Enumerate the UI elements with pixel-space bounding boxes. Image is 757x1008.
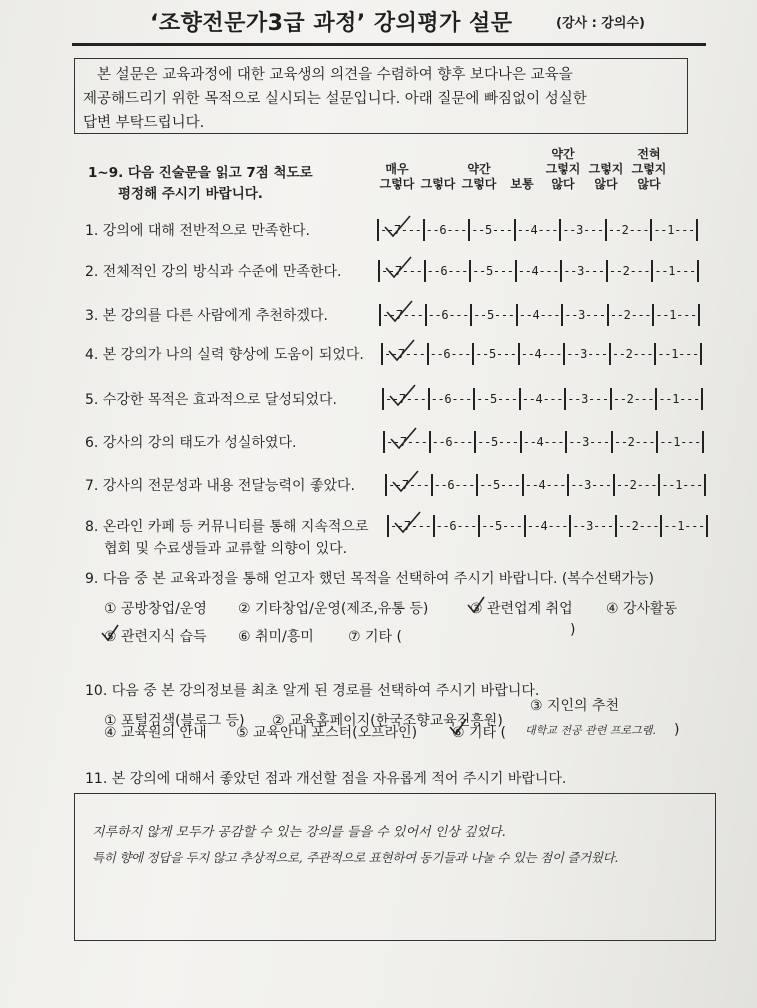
q9-option-3[interactable]: ③ 관련업계 취업 (470, 601, 573, 617)
check-mark-icon (384, 300, 416, 324)
rating-scale[interactable] (380, 343, 703, 365)
q9-question: 9. 다음 중 본 교육과정을 통해 얻고자 했던 목적을 선택하여 주시기 바랍니다. (복수선택가능) (85, 571, 654, 587)
q10-option-2[interactable]: ② 교육홈페이지(한국조향교육진흥원) (272, 713, 503, 729)
instructor-label: (강사 : 강의수) (556, 16, 645, 31)
comment-line-2: 특히 향에 정답을 두지 않고 추상적으로, 주관적으로 표현하여 동기들과 나눌 수 있는 점이 즐거웠다. (92, 850, 619, 865)
survey-title: ‘조향전문가3급 과정’ 강의평가 설문 (150, 11, 513, 36)
scale-point[interactable]: --4--- (522, 435, 565, 449)
rating-question: 3. 본 강의를 다른 사람에게 추천하겠다. (85, 308, 328, 324)
q10-option-1[interactable]: ① 포털검색(블로그 등) (104, 713, 245, 729)
rating-question: 7. 강사의 전문성과 내용 전달능력이 좋았다. (85, 478, 355, 494)
rating-scale[interactable] (376, 219, 699, 241)
scale-point[interactable]: --3--- (563, 264, 605, 278)
scale-point[interactable]: --7--- (390, 519, 432, 533)
title-divider (72, 43, 706, 46)
scale-point[interactable]: --5--- (472, 264, 514, 278)
rating-scale[interactable] (381, 388, 704, 410)
scale-point[interactable]: --2--- (611, 347, 654, 361)
scale-point[interactable]: --7--- (385, 392, 427, 406)
scale-point[interactable]: --1--- (654, 264, 696, 278)
scale-label: 약간 그렇지 않다 (545, 147, 581, 191)
scale-label: 보통 (510, 177, 534, 191)
scale-point[interactable]: --1--- (655, 308, 697, 322)
scale-point[interactable]: --7--- (382, 308, 424, 322)
scale-point[interactable]: --5--- (473, 308, 515, 322)
scale-point[interactable]: --2--- (608, 264, 651, 278)
q9-option-7[interactable]: ⑦ 기타 ( (348, 629, 402, 645)
scale-point[interactable]: --3--- (570, 478, 612, 492)
check-mark-icon (383, 256, 415, 280)
rating-instruction (88, 163, 313, 205)
scale-point[interactable]: --4--- (518, 308, 561, 322)
scale-point[interactable]: --1--- (659, 435, 701, 449)
scale-point[interactable]: --1--- (653, 223, 695, 237)
rating-question: 5. 수강한 목적은 효과적으로 달성되었다. (85, 392, 337, 408)
scale-point[interactable]: --6--- (433, 478, 476, 492)
scale-label: 매우 그렇다 (379, 162, 415, 191)
scale-point[interactable]: --3--- (564, 308, 606, 322)
comment-line-1: 지루하지 않게 모두가 공감할 수 있는 강의를 들을 수 있어서 인상 깊었다. (92, 825, 506, 840)
q9-option-7-close: ) (570, 622, 576, 638)
scale-point[interactable]: --7--- (381, 264, 423, 278)
intro-line-2: 제공해드리기 위한 목적으로 실시되는 설문입니다. 아래 질문에 빠짐없이 성실한 (83, 91, 587, 107)
scale-point[interactable]: --3--- (567, 392, 609, 406)
scale-point[interactable]: --2--- (615, 478, 658, 492)
scale-label: 약간 그렇다 (461, 162, 497, 191)
scale-point[interactable]: --3--- (566, 347, 608, 361)
scale-point[interactable]: --5--- (471, 223, 513, 237)
scale-point[interactable]: --5--- (481, 519, 523, 533)
q10-option-4[interactable]: ④ 교육원의 안내 (104, 725, 207, 741)
rating-question: 8. 온라인 카페 등 커뮤니티를 통해 지속적으로 (85, 519, 369, 535)
scale-point[interactable]: --3--- (568, 435, 610, 449)
rating-scale[interactable] (377, 260, 700, 282)
scale-point[interactable]: --4--- (526, 519, 569, 533)
scale-point[interactable]: --6--- (435, 519, 478, 533)
scale-point[interactable]: --6--- (427, 308, 470, 322)
scale-point[interactable]: --2--- (607, 223, 650, 237)
scale-point[interactable]: --2--- (617, 519, 660, 533)
check-mark-icon (100, 624, 120, 644)
scale-point[interactable]: --7--- (388, 478, 430, 492)
q10-other-text: 대학교 전공 관련 프로그램. (525, 724, 656, 737)
intro-line-3: 답변 부탁드립니다. (83, 115, 205, 131)
scale-point[interactable]: --6--- (425, 223, 468, 237)
scale-point[interactable]: --2--- (612, 392, 655, 406)
scale-label: 그렇지 않다 (588, 162, 624, 191)
scale-label: 그렇다 (420, 177, 456, 191)
scale-point[interactable]: --6--- (429, 347, 472, 361)
q9-option-5[interactable]: ⑤ 관련지식 습득 (104, 629, 207, 645)
scale-point[interactable]: --7--- (384, 347, 426, 361)
q9-option-4[interactable]: ④ 강사활동 (606, 601, 678, 617)
scale-label: 전혀 그렇지 않다 (631, 147, 667, 191)
check-mark-icon (392, 511, 424, 535)
scale-point[interactable]: --1--- (658, 392, 700, 406)
scale-point[interactable]: --6--- (431, 435, 474, 449)
rating-scale[interactable] (386, 515, 709, 537)
scale-point[interactable]: --1--- (663, 519, 705, 533)
scale-point[interactable]: --7--- (386, 435, 428, 449)
scale-point[interactable]: --5--- (476, 392, 518, 406)
scale-point[interactable]: --2--- (613, 435, 656, 449)
intro-box (74, 58, 688, 134)
check-mark-icon (387, 384, 419, 408)
rating-scale[interactable] (382, 431, 705, 453)
scale-point[interactable]: --6--- (430, 392, 473, 406)
scale-point[interactable]: --1--- (661, 478, 703, 492)
rating-instruction-line-2: 평정해 주시기 바랍니다. (118, 186, 263, 202)
q9-option-1[interactable]: ① 공방창업/운영 (104, 601, 207, 617)
check-mark-icon (388, 427, 420, 451)
q9-option-6[interactable]: ⑥ 취미/흥미 (238, 629, 314, 645)
scale-point[interactable]: --3--- (562, 223, 604, 237)
scale-point[interactable]: --5--- (479, 478, 521, 492)
intro-line-1: 본 설문은 교육과정에 대한 교육생의 의견을 수렴하여 향후 보다나은 교육을 (97, 67, 573, 83)
scale-point[interactable]: --4--- (516, 223, 559, 237)
scale-point[interactable]: --2--- (609, 308, 652, 322)
scale-point[interactable]: --4--- (524, 478, 567, 492)
rating-scale[interactable] (384, 474, 707, 496)
check-mark-icon (382, 215, 414, 239)
scale-point[interactable]: --4--- (517, 264, 560, 278)
q10-option-6[interactable]: ⑥ 기타 ( (452, 725, 506, 741)
q11-question: 11. 본 강의에 대해서 좋았던 점과 개선할 점을 자유롭게 적어 주시기 바랍니다. (85, 771, 567, 787)
rating-scale[interactable] (378, 304, 701, 326)
rating-instruction-line-1: 1~9. 다음 진술문을 읽고 7점 척도로 (88, 165, 313, 181)
q10-question: 10. 다음 중 본 강의정보를 최초 알게 된 경로를 선택하여 주시기 바랍니다. (85, 683, 540, 699)
scale-point[interactable]: --1--- (657, 347, 699, 361)
rating-question: 1. 강의에 대해 전반적으로 만족한다. (85, 223, 310, 239)
rating-question: 2. 전체적인 강의 방식과 수준에 만족한다. (85, 264, 342, 280)
check-mark-icon (390, 470, 422, 494)
scale-point[interactable]: --7--- (380, 223, 422, 237)
q9-option-2[interactable]: ② 기타창업/운영(제조,유통 등) (238, 601, 429, 617)
scale-point[interactable]: --3--- (572, 519, 614, 533)
scale-point[interactable]: --4--- (521, 392, 564, 406)
check-mark-icon (386, 339, 418, 363)
comment-box[interactable] (74, 793, 716, 941)
scale-point[interactable]: --6--- (426, 264, 469, 278)
rating-question-cont: 협회 및 수료생들과 교류할 의향이 있다. (104, 541, 348, 557)
rating-question: 4. 본 강의가 나의 실력 향상에 도움이 되었다. (85, 347, 364, 363)
rating-question: 6. 강사의 강의 태도가 성실하였다. (85, 435, 297, 451)
check-mark-icon (466, 596, 486, 616)
scale-point[interactable]: --5--- (475, 347, 517, 361)
q10-option-3[interactable]: ③ 지인의 추천 (530, 698, 620, 714)
q10-option-6-close: ) (674, 722, 680, 738)
scale-point[interactable]: --5--- (477, 435, 519, 449)
scale-point[interactable]: --4--- (520, 347, 563, 361)
q10-option-5[interactable]: ⑤ 교육안내 포스터(오프라인) (236, 725, 418, 741)
check-mark-icon (448, 718, 468, 738)
